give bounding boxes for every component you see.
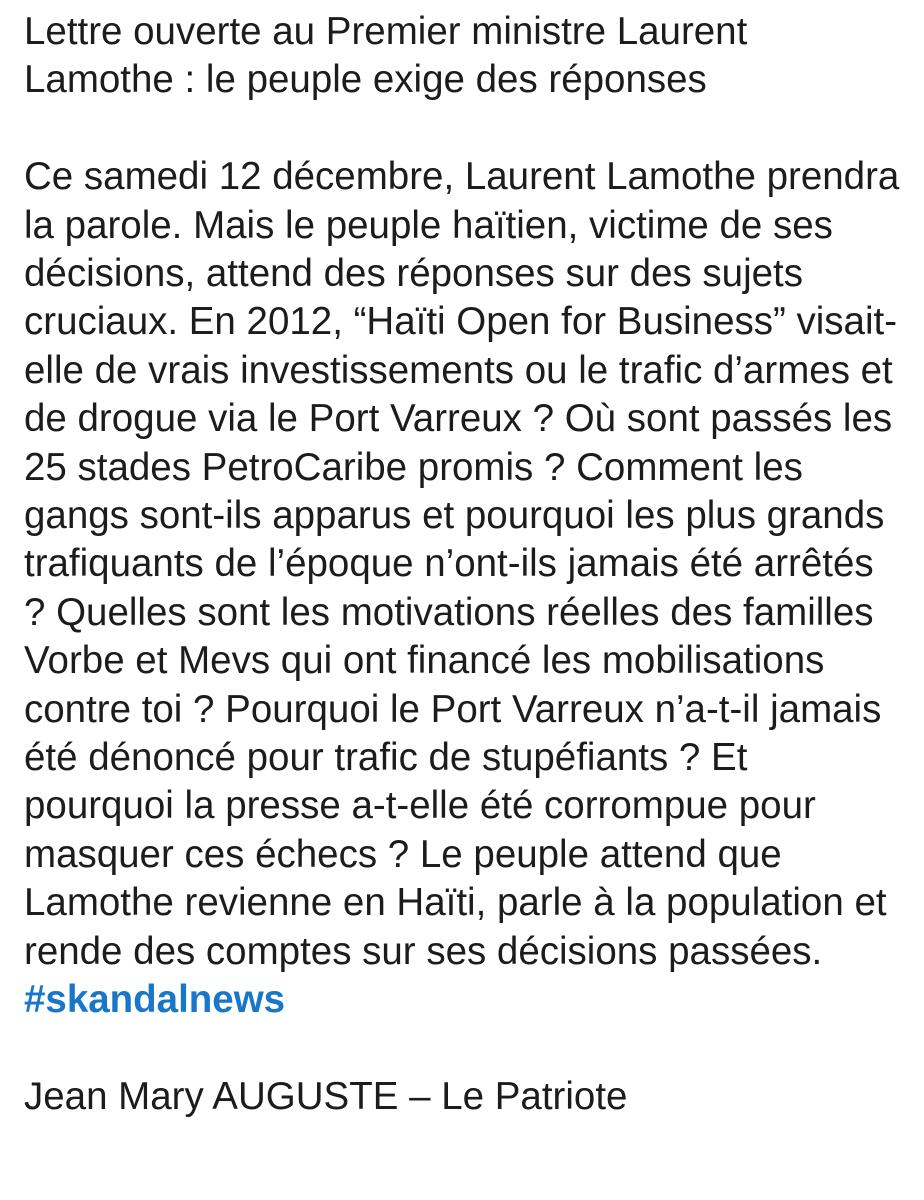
post-body	[24, 153, 904, 1024]
post-body-text: Ce samedi 12 décembre, Laurent Lamothe prendra la parole. Mais le peuple haïtien, victime de ses décisions, attend des réponses sur des sujets cruciaux. En 2012, “Haïti Open for Business” visait-elle de vrais investissements ou le trafic d’armes et de drogue via le Port Varreux ? Où sont passés les 25 stades PetroCaribe promis ? Comment les gangs sont-ils apparus et pourquoi les plus grands trafiquants de l’époque n’ont-ils jamais été arrêtés ? Quelles sont les motivations réelles des familles Vorbe et Mevs qui ont financé les mobilisations contre toi ? Pourquoi le Port Varreux n’a-t-il jamais été dénoncé pour trafic de stupéfiants ? Et pourquoi la presse a-t-elle été corrompue pour masquer ces échecs ? Le peuple attend que Lamothe revienne en Haïti, parle à la population et rende des comptes sur ses décisions passées.	[24, 155, 900, 973]
spacer	[24, 1025, 904, 1073]
hashtag-link[interactable]: #skandalnews	[24, 978, 286, 1022]
post-title: Lettre ouverte au Premier ministre Laurent Lamothe : le peuple exige des réponses	[24, 10, 748, 102]
spacer	[24, 105, 904, 153]
post-signature: Jean Mary AUGUSTE – Le Patriote	[24, 1074, 628, 1118]
post-content	[24, 8, 904, 1121]
